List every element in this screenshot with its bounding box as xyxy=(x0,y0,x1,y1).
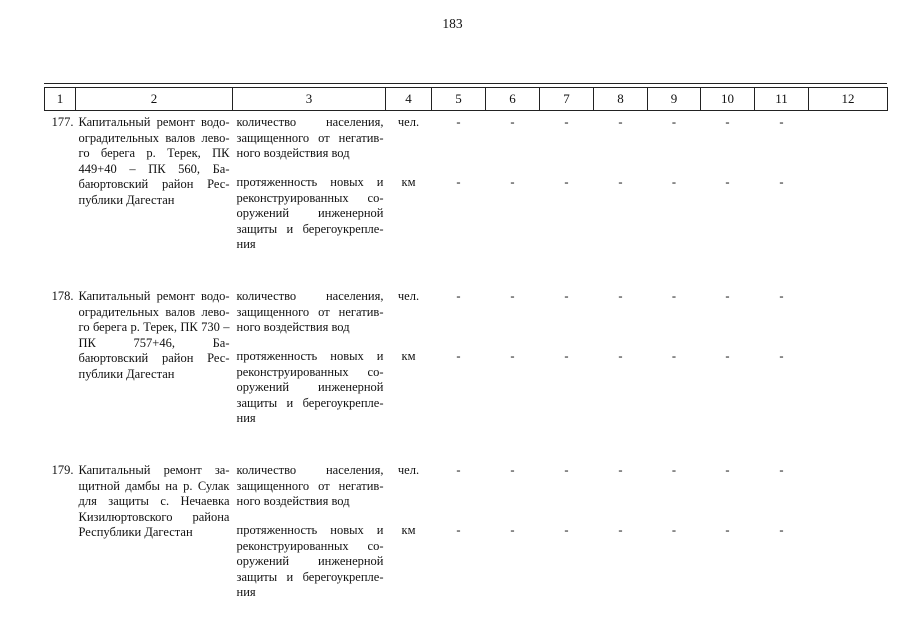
value-cell xyxy=(594,285,648,441)
indicator-value: - xyxy=(725,289,730,303)
indicator-cell xyxy=(233,459,386,615)
top-rule xyxy=(44,83,887,84)
indicator-value: - xyxy=(456,463,461,477)
indicator-value: - xyxy=(671,115,677,129)
col-header: 6 xyxy=(486,88,540,111)
indicator-value: - xyxy=(779,289,784,303)
value-cell xyxy=(809,111,888,268)
value-cell xyxy=(809,459,888,615)
value-cell xyxy=(701,285,755,441)
indicator-value: - xyxy=(618,463,623,477)
indicator-value: - xyxy=(564,175,569,189)
indicator-value: - xyxy=(510,463,515,477)
program-table xyxy=(44,87,888,633)
value-cell xyxy=(648,111,701,268)
indicator-value: - xyxy=(456,523,461,537)
indicator-unit: км xyxy=(401,349,416,363)
col-header: 11 xyxy=(755,88,809,111)
row-number: 178. xyxy=(51,289,74,303)
value-cell xyxy=(432,111,486,268)
indicator-unit: чел. xyxy=(397,115,420,129)
indicator-value: - xyxy=(779,523,784,537)
indicator-value: - xyxy=(564,463,569,477)
indicator-value: - xyxy=(564,523,569,537)
indicator-value: - xyxy=(618,115,623,129)
value-cell xyxy=(701,459,755,615)
value-cell xyxy=(594,459,648,615)
row-spacer xyxy=(45,441,888,459)
indicator-value: - xyxy=(779,463,784,477)
indicator-value: - xyxy=(671,175,677,189)
object-name-cell xyxy=(76,111,233,268)
indicator-unit: км xyxy=(401,523,416,537)
indicator-value: - xyxy=(456,289,461,303)
indicator-value: - xyxy=(564,289,569,303)
indicator-value: - xyxy=(510,523,515,537)
indicator-value: - xyxy=(618,175,623,189)
value-cell xyxy=(486,285,540,441)
indicator-value: - xyxy=(725,175,730,189)
unit-cell xyxy=(386,111,432,268)
indicator-value xyxy=(809,463,888,523)
object-name: Капитальный ремонт водо-оградительных валов лево-го берега р. Терек, ПК 449+40 – ПК 560, Ба-баюртовский район Рес-публики Дагестан xyxy=(78,115,230,207)
indicator-value: - xyxy=(618,349,623,363)
indicator-value: - xyxy=(456,115,461,129)
row-spacer-cell xyxy=(45,615,888,633)
col-header: 8 xyxy=(594,88,648,111)
col-header: 5 xyxy=(432,88,486,111)
object-name: Капитальный ремонт за-щитной дамбы на р. Сулак для защиты с. Нечаевка Кизилюртовского района Республики Дагестан xyxy=(78,463,230,539)
col-header: 7 xyxy=(540,88,594,111)
unit-cell xyxy=(386,285,432,441)
row-spacer xyxy=(45,267,888,285)
indicator-value: - xyxy=(671,523,677,537)
page-number: 183 xyxy=(442,16,463,31)
indicator-value xyxy=(809,115,888,175)
indicator-unit: чел. xyxy=(397,289,420,303)
indicator-value xyxy=(809,349,888,409)
indicator-value: - xyxy=(456,175,461,189)
indicator-label: количество населения, защищенного от негатив-ного воздействия вод xyxy=(236,289,384,334)
indicator-value: - xyxy=(779,115,784,129)
col-header: 9 xyxy=(648,88,701,111)
table-row xyxy=(45,285,888,441)
indicator-value: - xyxy=(618,289,623,303)
indicator-label: количество населения, защищенного от негатив-ного воздействия вод xyxy=(236,463,384,508)
value-cell xyxy=(701,111,755,268)
table-row xyxy=(45,459,888,615)
indicator-value: - xyxy=(671,349,677,363)
row-number: 177. xyxy=(51,115,74,129)
value-cell xyxy=(755,285,809,441)
object-name-cell xyxy=(76,459,233,615)
indicator-value: - xyxy=(725,115,730,129)
indicator-value: - xyxy=(564,115,569,129)
object-name-cell xyxy=(76,285,233,441)
row-spacer xyxy=(45,615,888,633)
unit-cell xyxy=(386,459,432,615)
indicator-label: протяженность новых и реконструированных со-оружений инженерной защиты и берегоукрепле-ния xyxy=(236,175,384,251)
indicator-value: - xyxy=(671,463,677,477)
value-cell xyxy=(648,459,701,615)
value-cell xyxy=(809,285,888,441)
indicator-label: количество населения, защищенного от негатив-ного воздействия вод xyxy=(236,115,384,160)
value-cell xyxy=(540,111,594,268)
value-cell xyxy=(540,285,594,441)
value-cell xyxy=(432,459,486,615)
indicator-value: - xyxy=(618,523,623,537)
col-header: 4 xyxy=(386,88,432,111)
value-cell xyxy=(540,459,594,615)
indicator-value: - xyxy=(779,349,784,363)
value-cell xyxy=(432,285,486,441)
indicator-value xyxy=(809,175,888,235)
indicator-value: - xyxy=(510,175,515,189)
indicator-value: - xyxy=(725,523,730,537)
col-header: 2 xyxy=(76,88,233,111)
indicator-value xyxy=(809,289,888,349)
col-header: 10 xyxy=(701,88,755,111)
object-name: Капитальный ремонт водо-оградительных валов лево-го берега р. Терек, ПК 730 – ПК 757+46, Ба-баюртовский район Рес-публики Дагестан xyxy=(78,289,230,381)
indicator-value: - xyxy=(725,349,730,363)
table-row xyxy=(45,111,888,268)
indicator-label: протяженность новых и реконструированных со-оружений инженерной защиты и берегоукрепле-ния xyxy=(236,349,384,425)
value-cell xyxy=(648,285,701,441)
indicator-value: - xyxy=(671,289,677,303)
indicator-value xyxy=(809,523,888,583)
row-spacer-cell xyxy=(45,267,888,285)
value-cell xyxy=(594,111,648,268)
indicator-value: - xyxy=(510,349,515,363)
row-spacer-cell xyxy=(45,441,888,459)
col-header: 3 xyxy=(233,88,386,111)
indicator-value: - xyxy=(725,463,730,477)
indicator-value: - xyxy=(564,349,569,363)
header-row xyxy=(45,88,888,111)
col-header: 1 xyxy=(45,88,76,111)
value-cell xyxy=(486,111,540,268)
indicator-unit: км xyxy=(401,175,416,189)
indicator-cell xyxy=(233,285,386,441)
value-cell xyxy=(486,459,540,615)
indicator-value: - xyxy=(456,349,461,363)
indicator-value: - xyxy=(510,289,515,303)
indicator-value: - xyxy=(779,175,784,189)
indicator-unit: чел. xyxy=(397,463,420,477)
col-header: 12 xyxy=(809,88,888,111)
value-cell xyxy=(755,111,809,268)
value-cell xyxy=(755,459,809,615)
indicator-label: протяженность новых и реконструированных со-оружений инженерной защиты и берегоукрепле-ния xyxy=(236,523,384,599)
row-number: 179. xyxy=(51,463,74,477)
indicator-value: - xyxy=(510,115,515,129)
indicator-cell xyxy=(233,111,386,268)
